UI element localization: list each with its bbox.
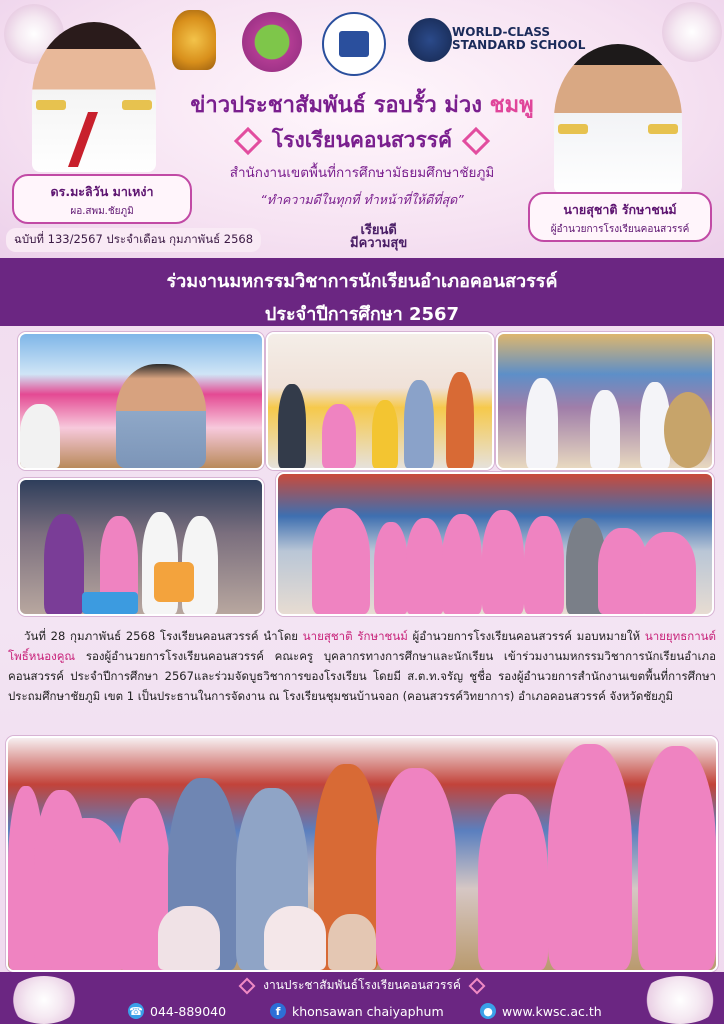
school-director-portrait	[554, 44, 682, 194]
article-text-3: รองผู้อำนวยการโรงเรียนคอนสวรรค์ คณะครู บุคลากรทางการศึกษาและนักเรียน เข้าร่วมงานมหกรรมวิชาการนักเรียนอำเภอคอนสวรรค์ ประจำปีการศึกษา 2567และร่วมจัดบูธวิชาการของโรงเรียน โดยมี ส.ต.ท.จรัญ ชูชื่อ รองผู้อำนวยการสำนักงานเขตพื้นที่การศึกษาประถมศึกษาชัยภูมิ เขต 1 เป็นประธานในการจัดงาน ณ โรงเรียนชุมชนบ้านจอก (คอนสวรรค์วิทยาการ) อำเภอคอนสวรรค์ จังหวัดชัยภูมิ	[8, 649, 716, 703]
flower-decoration-icon	[662, 2, 722, 62]
photo-large-group	[6, 736, 718, 972]
article-highlight-2: นายยุทธกานต์ โพธิ์หนองคูณ	[8, 629, 716, 663]
article-text-1: วันที่ 28 กุมภาพันธ์ 2568 โรงเรียนคอนสวรรค์ นำโดย	[24, 629, 303, 643]
facebook-icon: f	[270, 1003, 286, 1019]
right-person-name: นายสุชาติ รักษาชนม์	[563, 202, 677, 217]
headline-band	[0, 258, 724, 326]
office-name: สำนักงานเขตพื้นที่การศึกษามัธยมศึกษาชัยภูมิ	[229, 165, 495, 181]
article-text-2: ผู้อำนวยการโรงเรียนคอนสวรรค์ มอบหมายให้	[407, 629, 645, 643]
newsletter-title	[150, 87, 574, 122]
issue-number: ฉบับที่ 133/2567 ประจำเดือน กุมภาพันธ์ 2568	[6, 228, 261, 252]
phone-icon: ☎	[129, 1004, 143, 1018]
happy-line-1: เรียนดี	[360, 223, 397, 238]
footer-facebook[interactable]	[270, 1003, 444, 1019]
right-person-position: ผู้อำนวยการโรงเรียนคอนสวรรค์	[550, 224, 690, 235]
school-quality-logo-icon	[322, 12, 386, 76]
footer-phone-text: 044-889040	[150, 1003, 227, 1019]
headline-line-1: ร่วมงานมหกรรมวิชาการนักเรียนอำเภอคอนสวรรค์	[166, 271, 558, 292]
world-class-text-2: STANDARD SCHOOL	[452, 38, 586, 52]
office-logo-icon	[242, 12, 302, 72]
school-motto: “ทำความดีในทุกที่ ทำหน้าที่ให้ดีที่สุด”	[260, 192, 464, 207]
world-class-globe-icon	[408, 18, 452, 62]
title-pink: ชมพู	[489, 93, 534, 118]
photo-teachers-group	[276, 472, 714, 616]
diamond-icon	[468, 977, 485, 994]
footer-phone[interactable]	[128, 1003, 226, 1019]
footer-facebook-text: khonsawan chaiyaphum	[292, 1003, 444, 1019]
diamond-icon	[234, 127, 262, 155]
left-person-name: ดร.มะลิวัน มาเหง่า	[50, 184, 154, 199]
happy-line-2: มีความสุข	[350, 236, 408, 251]
right-name-box	[528, 192, 712, 242]
left-person-position: ผอ.สพม.ชัยภูมิ	[70, 206, 134, 217]
footer-unit-text: งานประชาสัมพันธ์โรงเรียนคอนสวรรค์	[263, 978, 461, 992]
globe-icon: ●	[480, 1003, 496, 1019]
headline-line-2: ประจำปีการศึกษา 2567	[264, 304, 460, 325]
footer-website-text: www.kwsc.ac.th	[502, 1003, 602, 1019]
school-name	[150, 124, 574, 157]
ministry-emblem-icon	[172, 10, 216, 70]
world-class-text-1: WORLD-CLASS	[452, 25, 550, 39]
school-name-text: โรงเรียนคอนสวรรค์	[271, 128, 453, 152]
photo-booth-visit	[266, 332, 494, 470]
director-portrait	[32, 22, 156, 172]
photo-booth-guest	[18, 332, 264, 470]
article-highlight-1: นายสุชาติ รักษาชนม์	[302, 629, 408, 643]
footer-unit	[0, 976, 724, 995]
photo-student-drinks	[18, 478, 264, 616]
world-class-logo-text	[452, 26, 585, 52]
footer-website[interactable]	[480, 1003, 602, 1019]
happy-learning-logo	[350, 224, 407, 250]
photo-students-booth	[496, 332, 714, 470]
diamond-icon	[462, 127, 490, 155]
diamond-icon	[239, 977, 256, 994]
article-body	[8, 626, 716, 706]
title-prefix: ข่าวประชาสัมพันธ์ รอบรั้ว ม่วง	[190, 93, 482, 118]
